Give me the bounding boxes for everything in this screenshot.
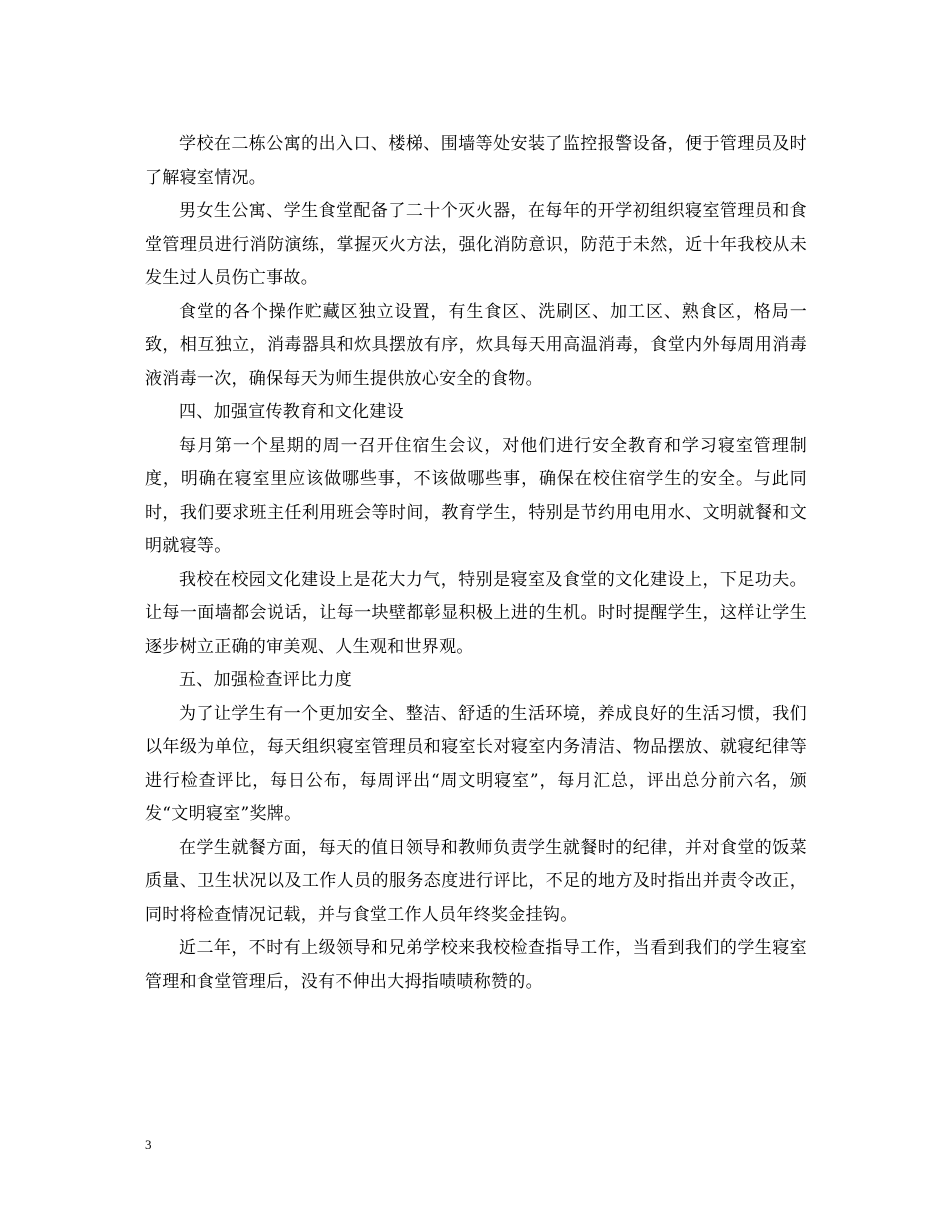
- paragraph-inspection: 为了让学生有一个更加安全、整洁、舒适的生活环境，养成良好的生活习惯，我们以年级为单位，每天组织寝室管理员和寝室长对寝室内务清洁、物品摆放、就寝纪律等进行检查评比，每日公布，每周评出“周文明寝室”，每月汇总，评出总分前六名，颁发“文明寝室”奖牌。: [145, 703, 807, 824]
- paragraph-fire-safety: 男女生公寓、学生食堂配备了二十个灭火器，在每年的开学初组织寝室管理员和食堂管理员进行消防演练，掌握灭火方法，强化消防意识，防范于未然，近十年我校从未发生过人员伤亡事故。: [145, 201, 807, 288]
- section-heading-5: 五、加强检查评比力度: [179, 670, 352, 690]
- page-number: 3: [145, 1137, 152, 1152]
- document-body: [145, 128, 807, 999]
- paragraph-campus-culture: 我校在校园文化建设上是花大力气，特别是寝室及食堂的文化建设上，下足功夫。让每一面墙都会说话，让每一块壁都彰显积极上进的生机。时时提醒学生，这样让学生逐步树立正确的审美观、人生观和世界观。: [145, 569, 807, 657]
- paragraph-canteen-hygiene: 食堂的各个操作贮藏区独立设置，有生食区、洗刷区、加工区、熟食区，格局一致，相互独立，消毒器具和炊具摆放有序，炊具每天用高温消毒，食堂内外每周用消毒液消毒一次，确保每天为师生提供放心安全的食物。: [145, 301, 807, 389]
- paragraph-monthly-meeting: 每月第一个星期的周一召开住宿生会议，对他们进行安全教育和学习寝室管理制度，明确在寝室里应该做哪些事，不该做哪些事，确保在校住宿学生的安全。与此同时，我们要求班主任利用班会等时间，教育学生，特别是节约用电用水、文明就餐和文明就寝等。: [145, 435, 807, 556]
- paragraph-dining-discipline: 在学生就餐方面，每天的值日领导和教师负责学生就餐时的纪律，并对食堂的饭菜质量、卫生状况以及工作人员的服务态度进行评比，不足的地方及时指出并责令改正，同时将检查情况记载，并与食堂工作人员年终奖金挂钩。: [145, 837, 807, 925]
- section-heading-4: 四、加强宣传教育和文化建设: [179, 402, 404, 422]
- paragraph-recognition: 近二年，不时有上级领导和兄弟学校来我校检查指导工作，当看到我们的学生寝室管理和食堂管理后，没有不伸出大拇指啧啧称赞的。: [145, 938, 807, 992]
- paragraph-surveillance: 学校在二栋公寓的出入口、楼梯、围墙等处安装了监控报警设备，便于管理员及时了解寝室情况。: [145, 134, 807, 188]
